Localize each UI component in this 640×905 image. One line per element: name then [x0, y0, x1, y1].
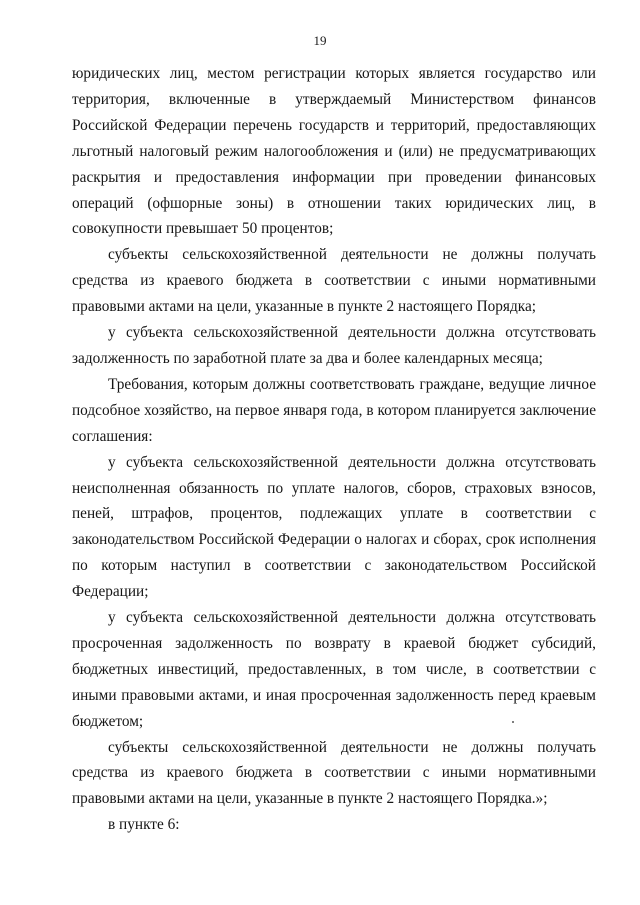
paragraph-4: Требования, которым должны соответствовать граждане, ведущие личное подсобное хозяйство, на первое января года, в котором планируется заключение соглашения:: [72, 375, 596, 445]
paragraph-7: субъекты сельскохозяйственной деятельности не должны получать средства из краевого бюджета в соответствии с иными нормативными правовыми актами на цели, указанные в пункте 2 настоящего Порядка.»;: [72, 738, 596, 808]
paragraph-5: у субъекта сельскохозяйственной деятельности должна отсутствовать неисполненная обязанность по уплате налогов, сборов, страховых взносов, пеней, штрафов, процентов, подлежащих уплате в соответствии с законодательством Российской Федерации о налогах и сборах, срок исполнения по которым наступил в соответствии с законодательством Российской Федерации;: [72, 453, 596, 601]
scan-speck: [512, 721, 514, 723]
paragraph-1: юридических лиц, местом регистрации которых является государство или территория, включенные в утверждаемый Министерством финансов Российской Федерации перечень государств и территорий, предоставляющих льготный налоговый режим налогообложения и (или) не предусматривающих раскрытия и предоставления информации при проведении финансовых операций (офшорные зоны) в отношении таких юридических лиц, в совокупности превышает 50 процентов;: [72, 65, 596, 238]
paragraph-8: в пункте 6:: [108, 816, 180, 834]
document-body: [72, 61, 596, 838]
paragraph-3: у субъекта сельскохозяйственной деятельности должна отсутствовать задолженность по заработной плате за два и более календарных месяца;: [72, 324, 596, 367]
paragraph-6: у субъекта сельскохозяйственной деятельности должна отсутствовать просроченная задолженность по возврату в краевой бюджет субсидий, бюджетных инвестиций, предоставленных, в том числе, в соответствии с иными правовыми актами, и иная просроченная задолженность перед краевым бюджетом;: [72, 609, 596, 730]
page-number: 19: [313, 33, 327, 48]
paragraph-2: субъекты сельскохозяйственной деятельности не должны получать средства из краевого бюджета в соответствии с иными нормативными правовыми актами на цели, указанные в пункте 2 настоящего Порядка;: [72, 246, 596, 316]
